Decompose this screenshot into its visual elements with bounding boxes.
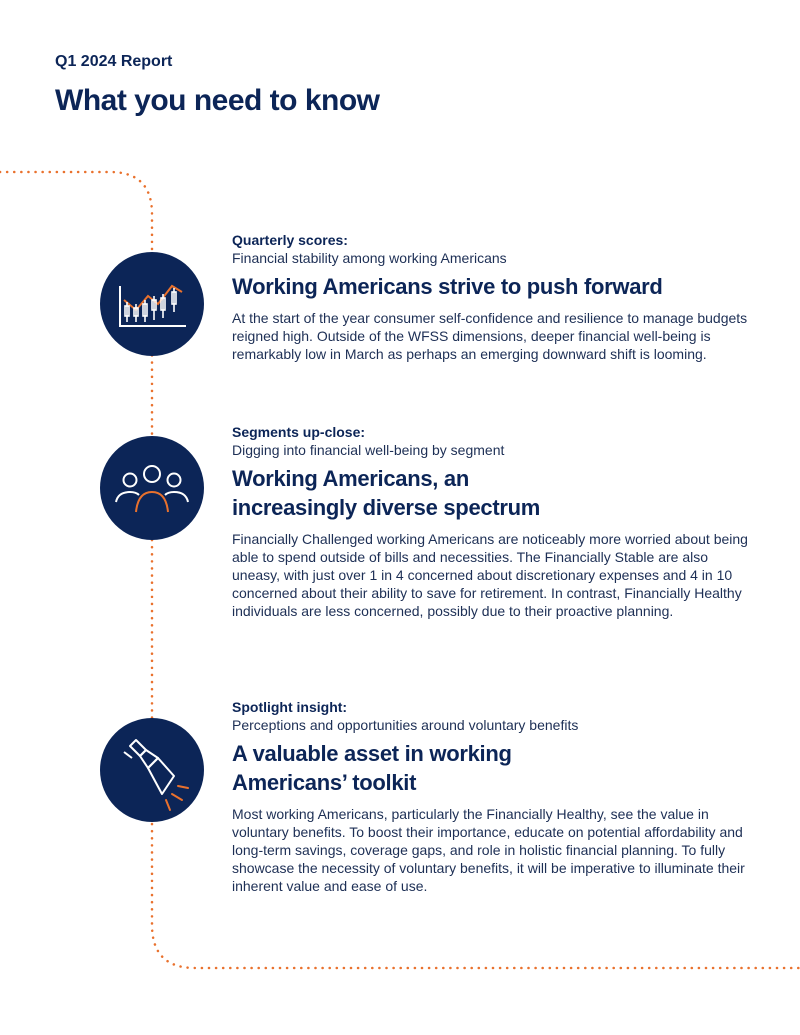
section-spotlight <box>232 698 752 895</box>
spotlight-icon <box>100 718 204 822</box>
section-heading-line: Americans’ toolkit <box>232 770 417 795</box>
section-body: At the start of the year consumer self-confidence and resilience to manage budgets reigned high. Outside of the WFSS dimensions, deeper financial well-being is remarkably low in March as perhaps an emerging downward shift is looming. <box>232 310 748 362</box>
section-label: Segments up-close: <box>232 424 366 440</box>
section-heading: Working Americans strive to push forward <box>232 274 663 299</box>
section-label: Quarterly scores: <box>232 232 348 248</box>
section-label: Spotlight insight: <box>232 699 348 715</box>
report-kicker: Q1 2024 Report <box>55 53 173 70</box>
section-heading <box>232 464 752 522</box>
section-heading-line: A valuable asset in working <box>232 741 512 766</box>
page-title: What you need to know <box>55 84 380 117</box>
section-body: Financially Challenged working Americans are noticeably more worried about being able to spend outside of bills and necessities. The Financially Stable are also uneasy, with just over 1 in 4 concerned about discretionary expenses and 4 in 10 concerned about their ability to save for retirement. In contrast, Financially Healthy individuals are less concerned, possibly due to their proactive planning. <box>232 531 748 619</box>
section-body: Most working Americans, particularly the Financially Healthy, see the value in voluntary benefits. To boost their importance, educate on potential affordability and long-term savings, coverage gaps, and role in holistic financial planning. To fully showcase the necessity of voluntary benefits, it will be imperative to illuminate their inherent value and ease of use. <box>232 806 745 894</box>
section-heading-line: Working Americans, an <box>232 466 469 491</box>
section-subtitle: Perceptions and opportunities around voluntary benefits <box>232 717 579 733</box>
section-heading-line: increasingly diverse spectrum <box>232 495 541 520</box>
section-heading <box>232 739 752 797</box>
section-segments <box>232 423 752 620</box>
section-subtitle: Digging into financial well-being by segment <box>232 442 505 458</box>
candlestick-chart-icon <box>100 252 204 356</box>
section-quarterly-scores <box>232 231 752 363</box>
people-group-icon <box>100 436 204 540</box>
section-subtitle: Financial stability among working Americans <box>232 250 507 266</box>
